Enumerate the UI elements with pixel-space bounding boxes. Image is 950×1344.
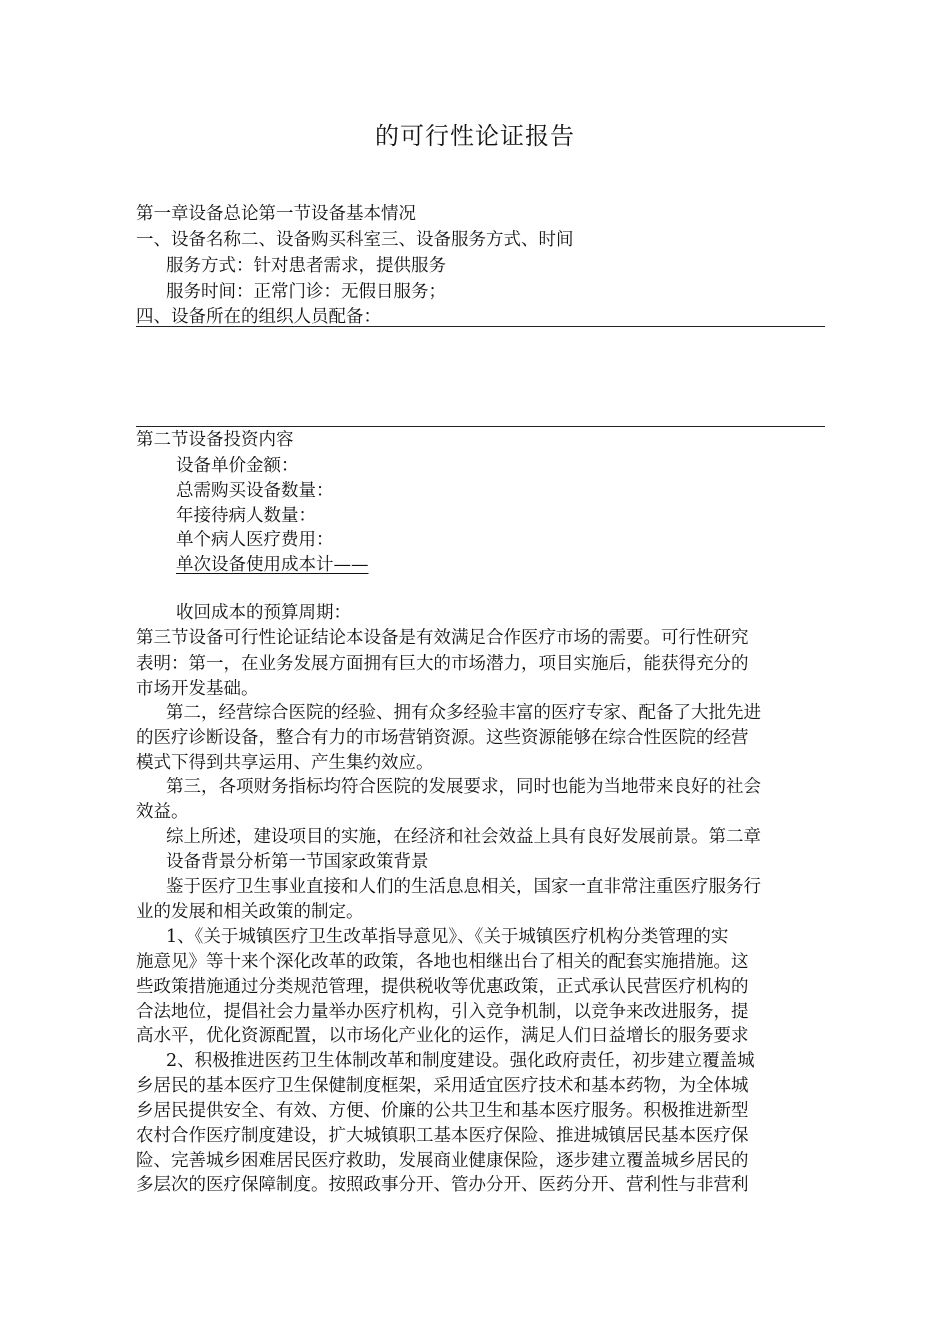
body-line: 乡居民提供安全、有效、方便、价廉的公共卫生和基本医疗服务。积极推进新型 (136, 1101, 749, 1121)
body-line: 2、积极推进医药卫生体制改革和制度建设。强化政府责任，初步建立覆盖城 (166, 1051, 755, 1071)
equipment-items-line: 一、设备名称二、设备购买科室三、设备服务方式、时间 (136, 230, 574, 250)
body-line: 设备背景分析第一节国家政策背景 (166, 852, 429, 872)
total-quantity-label: 总需购买设备数量： (176, 481, 334, 501)
body-line: 鉴于医疗卫生事业直接和人们的生活息息相关，国家一直非常注重医疗服务行 (166, 877, 761, 897)
body-line: 的医疗诊断设备，整合有力的市场营销资源。这些资源能够在综合性医院的经营 (136, 728, 749, 748)
body-line: 第三，各项财务指标均符合医院的发展要求，同时也能为当地带来良好的社会 (166, 777, 761, 797)
staffing-line: 四、设备所在的组织人员配备： (136, 307, 381, 327)
body-line: 市场开发基础。 (136, 679, 259, 699)
body-line: 些政策措施通过分类规范管理，提供税收等优惠政策，正式承认民营医疗机构的 (136, 977, 749, 997)
body-line: 合法地位，提倡社会力量举办医疗机构，引入竞争机制，以竞争来改进服务，提 (136, 1002, 749, 1022)
section2-heading: 第二节设备投资内容 (136, 430, 294, 450)
cost-per-use-label: 单次设备使用成本计—— (176, 555, 369, 575)
body-line: 第二，经营综合医院的经验、拥有众多经验丰富的医疗专家、配备了大批先进 (166, 703, 761, 723)
body-line: 业的发展和相关政策的制定。 (136, 902, 364, 922)
body-line: 1、《关于城镇医疗卫生改革指导意见》、《关于城镇医疗机构分类管理的实 (166, 927, 729, 947)
divider-top (136, 326, 825, 327)
divider-bottom (136, 426, 825, 427)
body-line: 施意见》等十来个深化改革的政策，各地也相继出台了相关的配套实施措施。这 (136, 952, 749, 972)
unit-price-label: 设备单价金额： (176, 456, 299, 476)
body-line: 表明：第一，在业务发展方面拥有巨大的市场潜力，项目实施后，能获得充分的 (136, 654, 749, 674)
service-time: 服务时间：正常门诊：无假日服务； (166, 282, 446, 302)
payback-period-label: 收回成本的预算周期： (176, 603, 351, 623)
body-line: 乡居民的基本医疗卫生保健制度框架，采用适宜医疗技术和基本药物，为全体城 (136, 1076, 749, 1096)
body-line: 高水平，优化资源配置，以市场化产业化的运作，满足人们日益增长的服务要求 (136, 1026, 749, 1046)
body-line: 模式下得到共享运用、产生集约效应。 (136, 753, 434, 773)
chapter1-heading: 第一章设备总论第一节设备基本情况 (136, 204, 416, 224)
body-line: 多层次的医疗保障制度。按照政事分开、管办分开、医药分开、营利性与非营利 (136, 1175, 749, 1195)
patients-per-year-label: 年接待病人数量： (176, 506, 316, 526)
cost-per-patient-label: 单个病人医疗费用： (176, 530, 334, 550)
body-line: 综上所述，建设项目的实施，在经济和社会效益上具有良好发展前景。第二章 (166, 827, 761, 847)
page-title: 的可行性论证报告 (375, 122, 575, 150)
body-line: 效益。 (136, 802, 189, 822)
service-mode: 服务方式：针对患者需求，提供服务 (166, 256, 446, 276)
body-line: 第三节设备可行性论证结论本设备是有效满足合作医疗市场的需要。可行性研究 (136, 628, 749, 648)
body-line: 险、完善城乡困难居民医疗救助，发展商业健康保险，逐步建立覆盖城乡居民的 (136, 1151, 749, 1171)
body-line: 农村合作医疗制度建设，扩大城镇职工基本医疗保险、推进城镇居民基本医疗保 (136, 1126, 749, 1146)
